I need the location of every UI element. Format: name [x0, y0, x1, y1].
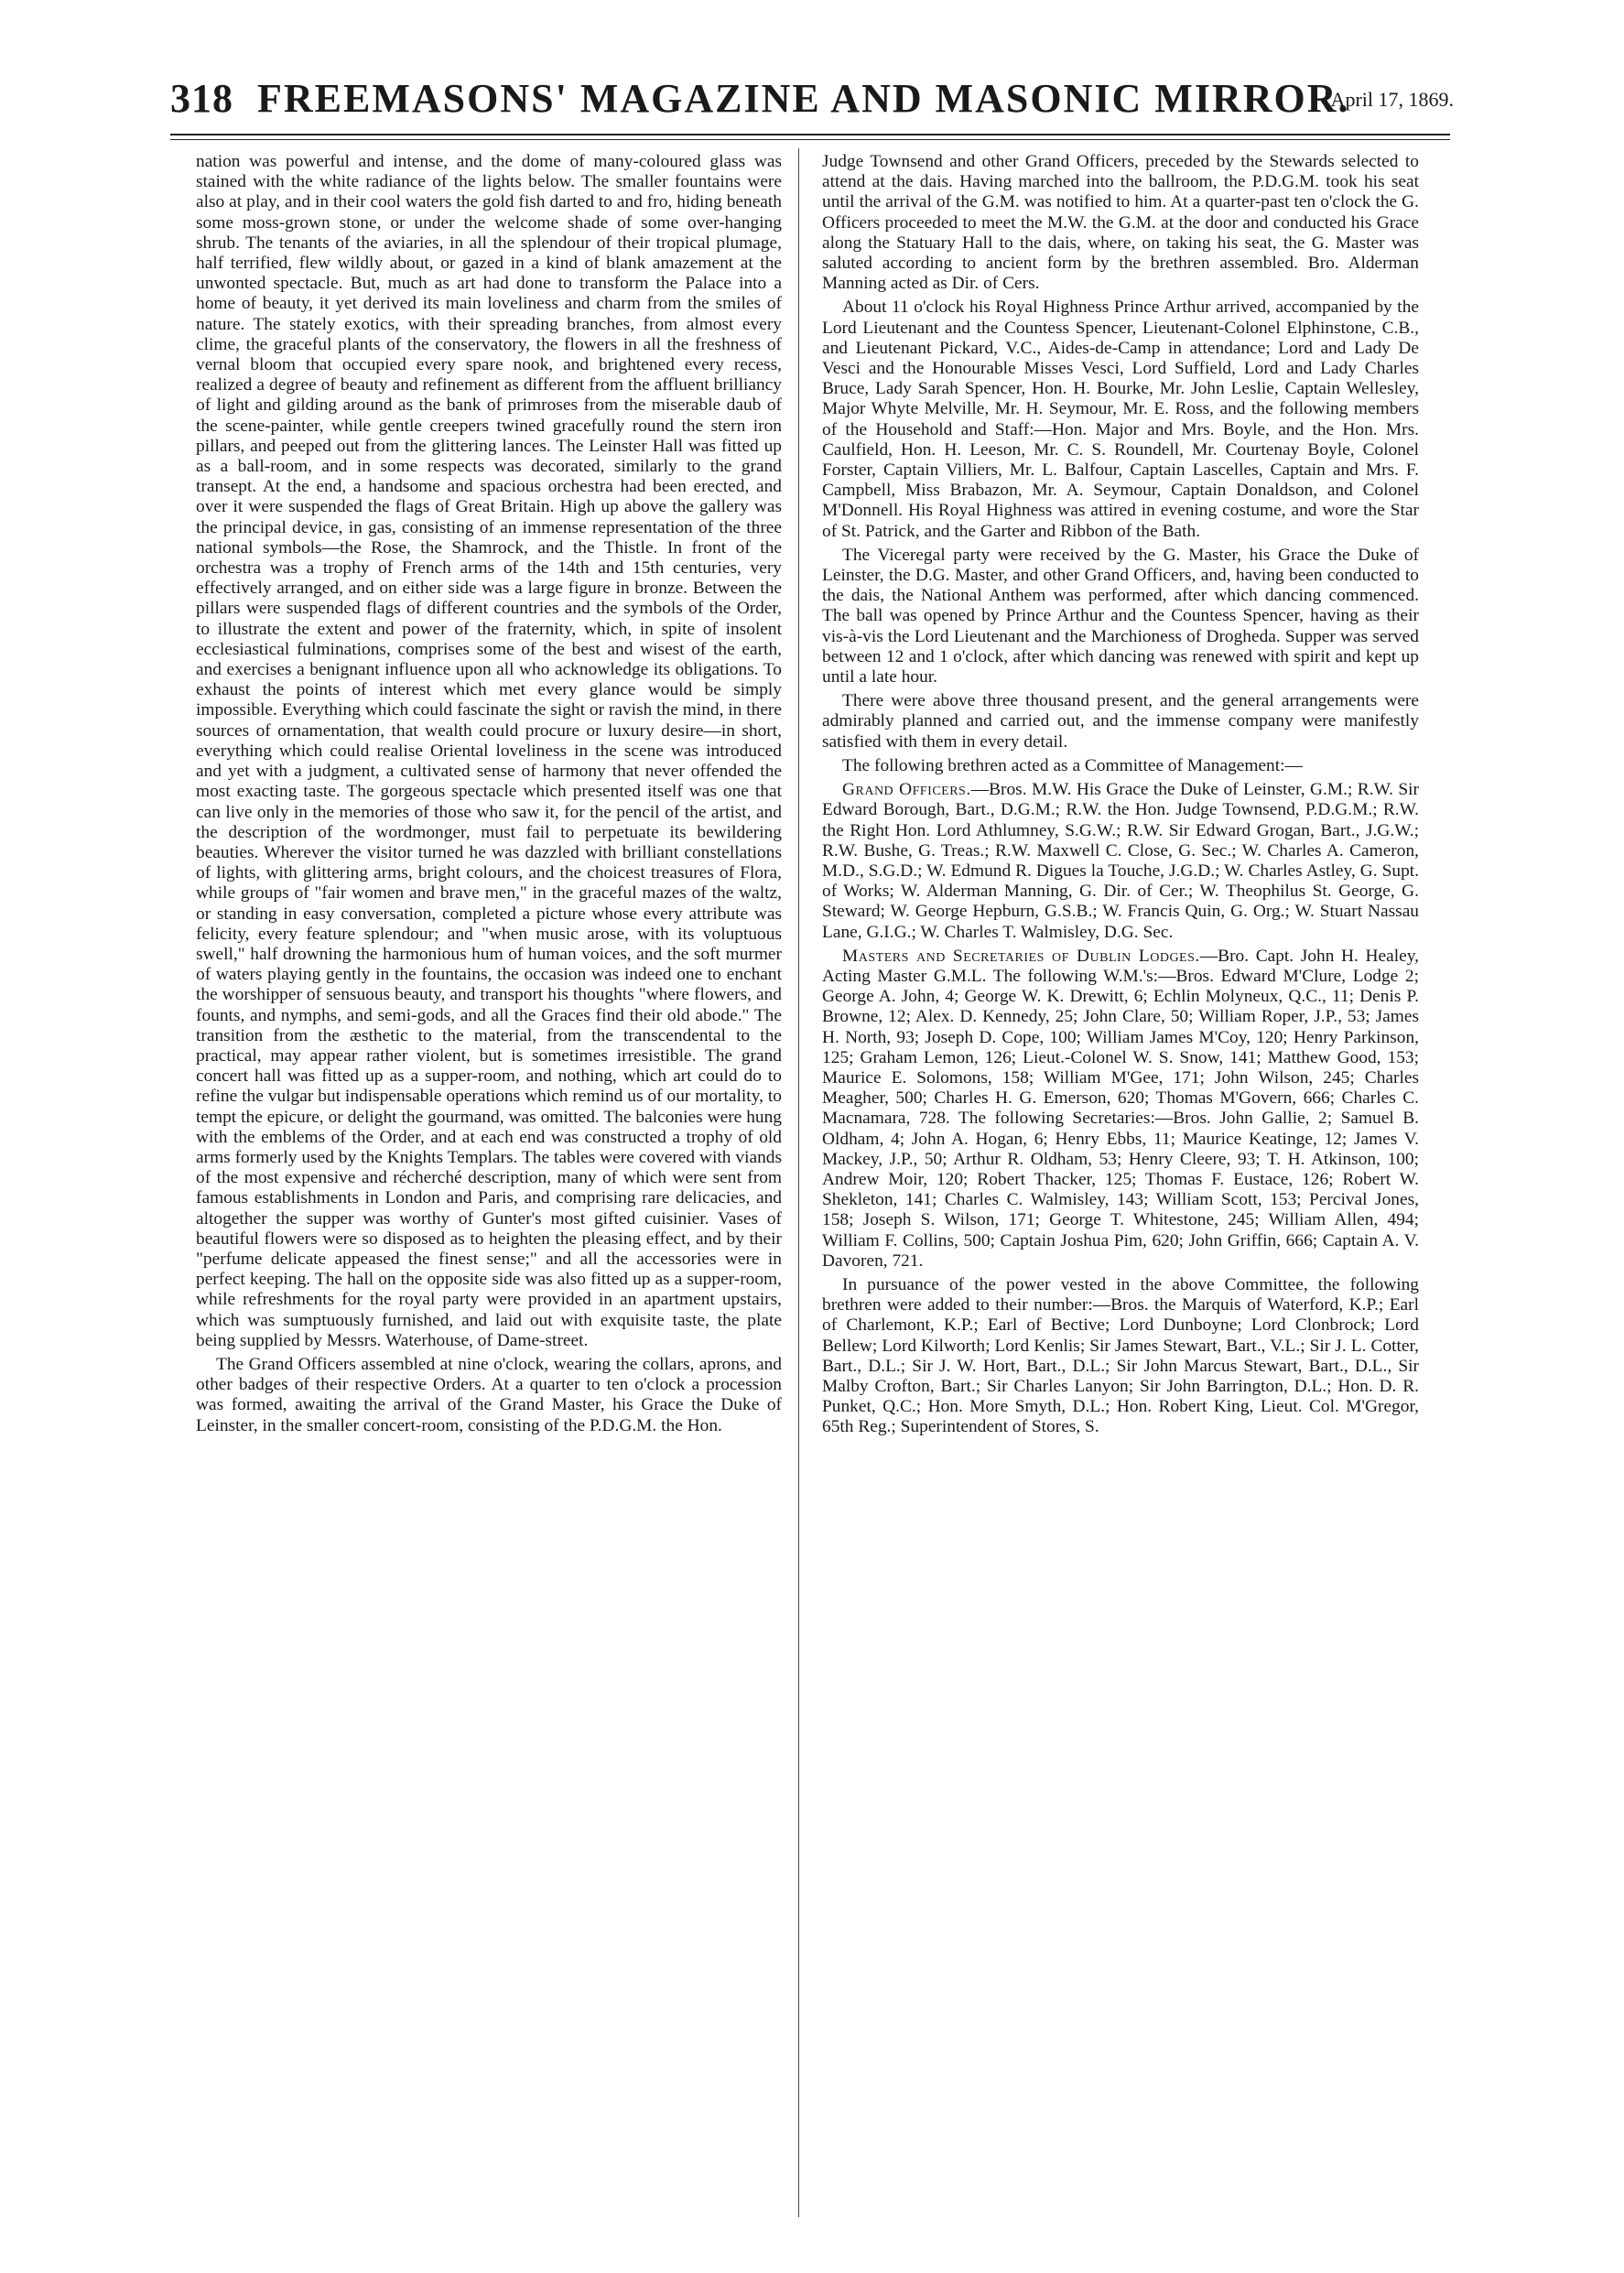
masthead-title: FREEMASONS' MAGAZINE AND MASONIC MIRROR. — [257, 76, 1350, 121]
page-header — [170, 75, 1452, 139]
paragraph: The Grand Officers assembled at nine o'clock, wearing the collars, aprons, and other badges of their respective Orders. At a quarter to ten o'clock a procession was formed, awaiting the arrival of the Grand Master, his Grace the Duke of Leinster, in the smaller concert-room, consisting of the P.D.G.M. the Hon. — [196, 1354, 782, 1435]
paragraph: nation was powerful and intense, and the dome of many-coloured glass was stained with the white radiance of the lights below. The smaller fountains were also at play, and in their cool waters the gold fish darted to and fro, hiding beneath some moss-grown stone, or under the welcome shade of some over-hanging shrub. The tenants of the aviaries, in all the splendour of their tropical plumage, half terrified, flew wildly about, or gazed in a kind of blank amazement at the unwonted spectacle. But, much as art had done to transform the Palace into a home of beauty, it yet derived its main loveliness and charm from the smiles of nature. The stately exotics, with their spreading branches, from almost every clime, the graceful plants of the conservatory, the flowers in all the freshness of vernal bloom that occupied every spare nook, and brightened every recess, realized a degree of beauty and refinement as different from the affluent brilliancy of light and gilding around as the bank of primroses from the miserable daub of the scene-painter, while gentle creepers twined gracefully round the stern iron pillars, and peeped out from the glittering lances. The Leinster Hall was fitted up as a ball-room, and in some respects was decorated, similarly to the grand transept. At the end, a handsome and spacious orchestra had been erected, and over it were suspended the flags of Great Britain. High up above the gallery was the principal device, in gas, consisting of an immense representation of the three national symbols—the Rose, the Shamrock, and the Thistle. In front of the orchestra was a trophy of French arms of the 14th and 15th centuries, very effectively arranged, and on either side was a large figure in bronze. Between the pillars were suspended flags of different countries and the symbols of the Order, to illustrate the extent and power of the fraternity, which, in spite of insolent ecclesiastical fulminations, comprises some of the best and wisest of the earth, and exercises a benignant influence upon all who acknowledge its obligations. To exhaust the points of interest which met every glance would be simply impossible. Everything which could fascinate the sight or ravish the mind, in there sources of ornamentation, that wealth could procure or luxury desire—in short, everything which could realise Oriental loveliness in the scene was introduced and yet with a judgment, a cultivated sense of harmony that never offended the most exacting taste. The gorgeous spectacle which presented itself was one that can live only in the memories of those who saw it, for the pencil of the artist, and the description of the wordmonger, must fail to perpetuate its bewildering beauties. Wherever the visitor turned he was dazzled with brilliant constellations of lights, with glittering arms, bright colours, and the choicest treasures of Flora, while groups of "fair women and brave men," in the graceful mazes of the waltz, or standing in easy conversation, completed a picture whose every attribute was felicity, every feature splendour; and "when music arose, with its voluptuous swell," half drowning the harmonious hum of human voices, and the soft murmer of waters playing gently in the fountains, the occasion was indeed one to enchant the worshipper of sensuous beauty, and transport his thoughts "where flowers, and founts, and nymphs, and semi-gods, and all the Graces find their old abode." The transition from the æsthetic to the material, from the transcendental to the practical, may appear rather violent, but is sometimes irresistible. The grand concert hall was fitted up as a supper-room, and nothing, which art could do to refine the vulgar but indispensable operations which remind us of our mortality, to tempt the epicure, or delight the gourmand, was omitted. The balconies were hung with the emblems of the Order, and at each end was constructed a trophy of old arms formerly used by the Knights Templars. The tables were covered with viands of the most expensive and récherché description, many of which were sent from famous establishments in London and Paris, and comprising rare delicacies, and altogether the supper was worthy of Gunter's most gifted cuisinier. Vases of beautiful flowers were so disposed as to heighten the pleasing effect, and by their "perfume delicate appeased the finest sense;" and all the accessories were in perfect keeping. The hall on the opposite side was also fitted up as a supper-room, while refreshments for the royal party were provided in an apartment upstairs, which was sumptuously furnished, and laid out with exquisite taste, the plate being supplied by Messrs. Waterhouse, of Dame-street. — [196, 152, 782, 1350]
page-number: 318 — [170, 76, 233, 121]
paragraph: The Viceregal party were received by the G. Master, his Grace the Duke of Leinster, the D.G. Master, and other Grand Officers, and, having been conducted to the dais, the National Anthem was performed, after which dancing commenced. The ball was opened by Prince Arthur and the Countess Spencer, having as their vis-à-vis the Lord Lieutenant and the Marchioness of Drogheda. Supper was served between 12 and 1 o'clock, after which dancing was renewed with spirit and kept up until a late hour. — [822, 545, 1419, 687]
paragraph-text: —Bros. M.W. His Grace the Duke of Leinster, G.M.; R.W. Sir Edward Borough, Bart., D.G.M.; R.W. the Hon. Judge Townsend, P.D.G.M.; R.W. the Right Hon. Lord Athlumney, S.G.W.; R.W. Sir Edward Grogan, Bart., J.G.W.; R.W. Bushe, G. Treas.; R.W. Maxwell C. Close, G. Sec.; W. Charles A. Cameron, M.D., S.G.D.; W. Edmund R. Digues la Touche, J.G.D.; W. Charles Astley, G. Supt. of Works; W. Alderman Manning, G. Dir. of Cer.; W. Theophilus St. George, G. Steward; W. George Hepburn, G.S.B.; W. Francis Quin, G. Org.; W. Stuart Nassau Lane, G.I.G.; W. Charles T. Walmisley, D.G. Sec. — [822, 780, 1419, 942]
section-heading: Masters and Secretaries of Dublin Lodges. — [842, 946, 1200, 966]
paragraph: The following brethren acted as a Committee of Management:— — [842, 755, 1303, 775]
paragraph-grand-officers — [822, 780, 1419, 943]
issue-date: [April 17, 1869. — [1324, 88, 1454, 111]
paragraph: About 11 o'clock his Royal Highness Prince Arthur arrived, accompanied by the Lord Lieutenant and the Countess Spencer, Lieutenant-Colonel Elphinstone, C.B., and Lieutenant Pickard, V.C., Aides-de-Camp in attendance; Lord and Lady De Vesci and the Honourable Misses Vesci, Lord Suffield, Lord and Lady Charles Bruce, Lady Sarah Spencer, Hon. H. Bourke, Mr. John Leslie, Captain Wellesley, Major Whyte Melville, Mr. H. Seymour, Mr. E. Ross, and the following members of the Household and Staff:—Hon. Major and Mrs. Boyle, and the Hon. Mrs. Caulfield, Hon. H. Leeson, Mr. C. S. Roundell, Mr. Courtenay Boyle, Colonel Forster, Captain Villiers, Mr. L. Balfour, Captain Lascelles, Captain and Mrs. F. Campbell, Miss Brabazon, Mr. A. Seymour, Captain Donaldson, and Colonel M'Donnell. His Royal Highness was attired in evening costume, and wore the Star of St. Patrick, and the Garter and Ribbon of the Bath. — [822, 298, 1419, 541]
paragraph: There were above three thousand present, and the general arrangements were admirably planned and carried out, and the immense company were manifestly satisfied with them in every detail. — [822, 691, 1419, 752]
paragraph: In pursuance of the power vested in the above Committee, the following brethren were added to their number:—Bros. the Marquis of Waterford, K.P.; Earl of Charlemont, K.P.; Earl of Bective; Lord Dunboyne; Lord Clonbrock; Lord Bellew; Lord Kilworth; Lord Kenlis; Sir James Stewart, Bart., V.L.; Sir J. L. Cotter, Bart., D.L.; Sir J. W. Hort, Bart., D.L.; Sir John Marcus Stewart, Bart., D.L., Sir Malby Crofton, Bart.; Sir Charles Lanyon; Sir John Barrington, D.L.; Hon. D. R. Punket, Q.C.; Hon. More Smyth, D.L.; Hon. Robert King, Lieut. Col. M'Gregor, 65th Reg.; Superintendent of Stores, S. — [822, 1274, 1419, 1437]
paragraph-masters-secretaries — [822, 947, 1419, 1272]
header-rule-thin — [170, 139, 1450, 140]
right-column — [822, 152, 1419, 2230]
paragraph: Judge Townsend and other Grand Officers, preceded by the Stewards selected to attend at the dais. Having marched into the ballroom, the P.D.G.M. took his seat until the arrival of the G.M. was notified to him. At a quarter-past ten o'clock the G. Officers proceeded to meet the M.W. the G.M. at the door and conducted his Grace along the Statuary Hall to the dais, where, on taking his seat, the G. Master was saluted according to ancient form by the brethren assembled. Bro. Alderman Manning acted as Dir. of Cers. — [822, 152, 1419, 294]
paragraph-text: —Bro. Capt. John H. Healey, Acting Master G.M.L. The following W.M.'s:—Bros. Edward M'Clure, Lodge 2; George A. John, 4; George W. K. Drewitt, 6; Echlin Molyneux, Q.C., 11; Denis P. Browne, 12; Alex. D. Kennedy, 25; John Clare, 50; William Roper, J.P., 53; James H. North, 93; Joseph D. Cope, 100; William James M'Coy, 120; Henry Parkinson, 125; Graham Lemon, 126; Lieut.-Colonel W. S. Snow, 141; Matthew Good, 153; Maurice E. Solomons, 158; William M'Gee, 171; John Wilson, 245; Charles Meagher, 500; Charles H. G. Emerson, 620; Thomas M'Govern, 666; Charles C. Macnamara, 728. The following Secretaries:—Bros. John Gallie, 2; Samuel B. Oldham, 4; John A. Hogan, 6; Henry Ebbs, 11; Maurice Keatinge, 12; James V. Mackey, J.P., 50; Arthur R. Oldham, 53; Henry Cleere, 93; T. H. Atkinson, 100; Andrew Moir, 120; Robert Thacker, 125; Thomas F. Eustace, 126; Robert W. Shekleton, 141; Charles C. Walmisley, 143; William Scott, 153; Percival Jones, 158; Joseph S. Wilson, 171; George T. Whitestone, 245; William Allen, 494; William F. Collins, 500; Captain Joshua Pim, 620; John Griffin, 666; Captain A. V. Davoren, 721. — [822, 946, 1419, 1271]
column-divider — [798, 148, 799, 2217]
section-heading: Grand Officers. — [842, 780, 971, 800]
left-column — [196, 152, 782, 2230]
header-rule-thick — [170, 134, 1450, 135]
